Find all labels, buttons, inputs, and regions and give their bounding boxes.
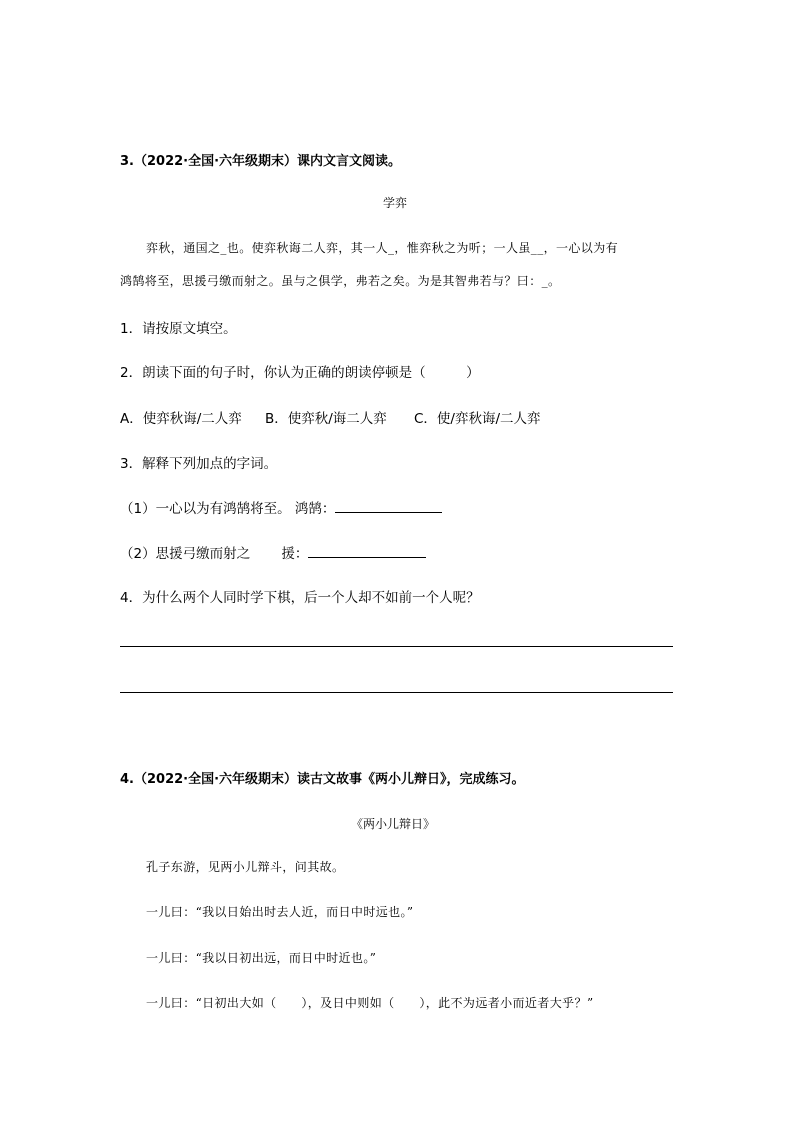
choice-b: B．使弈秋/诲二人弈: [265, 411, 387, 427]
sub-1-label: （1）一心以为有鸿鹄将至。 鸿鹄：: [120, 501, 336, 517]
passage-line-1: 弈秋，通国之_也。使弈秋诲二人弈，其一人_，惟弈秋之为听；一人虽__，一心以为有: [146, 241, 619, 255]
q3-item-3: 3．解释下列加点的字词。: [120, 456, 278, 472]
choice-a: A．使弈秋诲/二人弈: [120, 411, 242, 427]
q3-item-4: 4．为什么两个人同时学下棋，后一个人却不如前一个人呢？: [120, 590, 480, 606]
question-3-heading: 3.（2022·全国·六年级期末）课内文言文阅读。: [120, 154, 402, 169]
answer-line-2[interactable]: [120, 692, 673, 693]
q3-item-2: 2．朗读下面的句子时，你认为正确的朗读停顿是（ ）: [120, 365, 480, 381]
passage-title-xueyi: 学弈: [383, 196, 408, 210]
passage-line-2: 鸿鹄将至，思援弓缴而射之。虽与之俱学，弗若之矣。为是其智弗若与？曰：_。: [120, 274, 561, 288]
q3-sub-1: [120, 497, 442, 517]
q3-item-1: 1．请按原文填空。: [120, 321, 237, 337]
story-line-2: 一儿曰：“我以日始出时去人近，而日中时远也。”: [146, 905, 414, 919]
sub-2-label: （2）思援弓缴而射之 援：: [120, 546, 309, 562]
answer-line-1[interactable]: [120, 646, 673, 647]
passage-title-liangxiaoer: 《两小儿辩日》: [351, 817, 436, 831]
answer-blank-yuan[interactable]: [308, 543, 426, 558]
answer-blank-honghu[interactable]: [335, 498, 442, 513]
story-line-4: 一儿曰：“日初出大如（ ），及日中则如（ ），此不为远者小而近者大乎？”: [146, 996, 594, 1010]
q3-sub-2: [120, 542, 426, 562]
question-4-heading: 4.（2022·全国·六年级期末）读古文故事《两小儿辩日》，完成练习。: [120, 772, 525, 787]
choice-c: C．使/弈秋诲/二人弈: [414, 411, 541, 427]
story-line-3: 一儿曰：“我以日初出远，而日中时近也。”: [146, 951, 377, 965]
story-line-1: 孔子东游，见两小儿辩斗，问其故。: [146, 860, 345, 874]
